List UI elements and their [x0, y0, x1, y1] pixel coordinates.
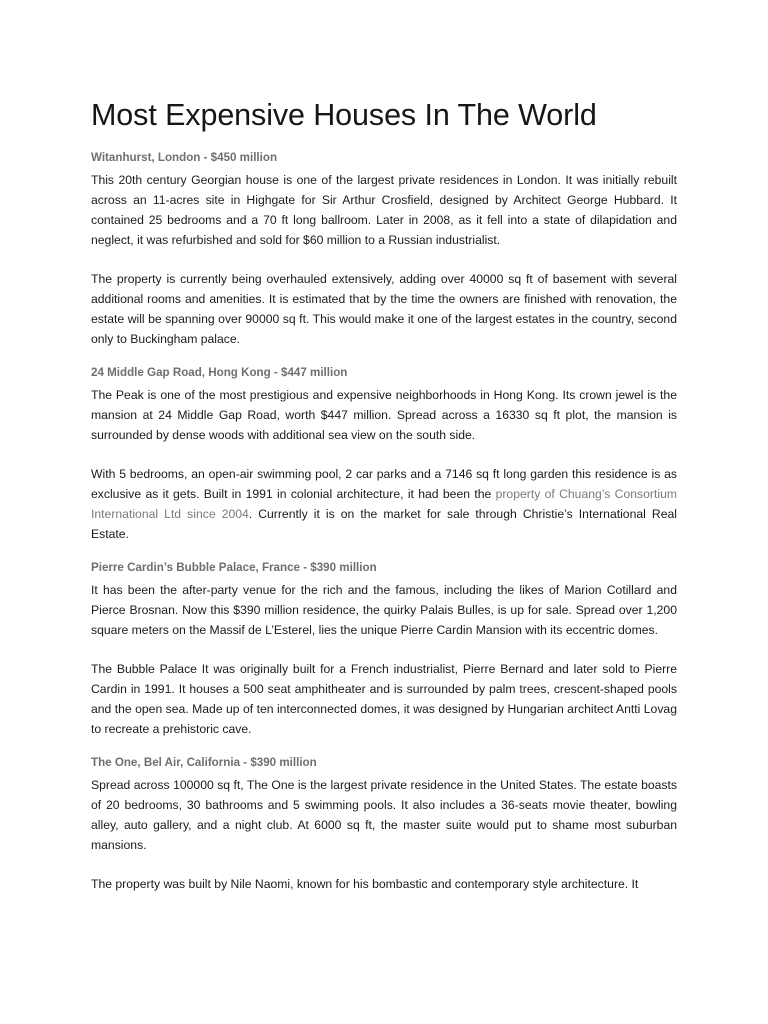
- section-the-one: [91, 754, 677, 894]
- paragraph: [91, 464, 677, 544]
- section-witanhurst: [91, 149, 677, 349]
- paragraph: Spread across 100000 sq ft, The One is the largest private residence in the United States. The estate boasts of 20 bedrooms, 30 bathrooms and 5 swimming pools. It also includes a 36-seats movie theater, bowling alley, auto gallery, and a night club. At 6000 sq ft, the master suite would put to shame most suburban mansions.: [91, 778, 677, 852]
- paragraph: This 20th century Georgian house is one of the largest private residences in London. It was initially rebuilt across an 11-acres site in Highgate for Sir Arthur Crosfield, designed by Architect George Hubbard. It contained 25 bedrooms and a 70 ft long ballroom. Later in 2008, as it fell into a state of dilapidation and neglect, it was refurbished and sold for $60 million to a Russian industrialist.: [91, 173, 677, 247]
- section-bubble-palace: [91, 559, 677, 739]
- section-heading: Pierre Cardin’s Bubble Palace, France - $390 million: [91, 561, 377, 574]
- property-link[interactable]: property of Chuang’s Consortium International Ltd since 2004: [91, 487, 677, 521]
- paragraph: The Bubble Palace It was originally built for a French industrialist, Pierre Bernard and later sold to Pierre Cardin in 1991. It houses a 500 seat amphitheater and is surrounded by palm trees, crescent-shaped pools and the open sea. Made up of ten interconnected domes, it was designed by Hungarian architect Antti Lovag to recreate a prehistoric cave.: [91, 662, 677, 736]
- section-heading: The One, Bel Air, California - $390 million: [91, 756, 317, 769]
- paragraph: The property is currently being overhauled extensively, adding over 40000 sq ft of basement with several additional rooms and amenities. It is estimated that by the time the owners are finished with renovation, the estate will be spanning over 90000 sq ft. This would make it one of the largest estates in the country, second only to Buckingham palace.: [91, 272, 677, 346]
- paragraph-text: . Currently it is on the market for sale through Christie’s International Real Estate.: [91, 507, 677, 541]
- section-middle-gap-road: [91, 364, 677, 544]
- page-title: Most Expensive Houses In The World: [91, 98, 597, 132]
- paragraph-text: With 5 bedrooms, an open-air swimming pool, 2 car parks and a 7146 sq ft long garden this residence is as exclusive as it gets. Built in 1991 in colonial architecture, it had been the: [91, 467, 677, 501]
- paragraph: It has been the after-party venue for the rich and the famous, including the likes of Marion Cotillard and Pierce Brosnan. Now this $390 million residence, the quirky Palais Bulles, is up for sale. Spread over 1,200 square meters on the Massif de L’Esterel, lies the unique Pierre Cardin Mansion with its eccentric domes.: [91, 583, 677, 637]
- paragraph: The Peak is one of the most prestigious and expensive neighborhoods in Hong Kong. Its crown jewel is the mansion at 24 Middle Gap Road, worth $447 million. Spread across a 16330 sq ft plot, the mansion is surrounded by dense woods with additional sea view on the south side.: [91, 388, 677, 442]
- section-heading: 24 Middle Gap Road, Hong Kong - $447 million: [91, 366, 348, 379]
- section-heading: Witanhurst, London - $450 million: [91, 151, 278, 164]
- document-page: [91, 92, 677, 894]
- paragraph: The property was built by Nile Naomi, known for his bombastic and contemporary style architecture. It: [91, 877, 639, 891]
